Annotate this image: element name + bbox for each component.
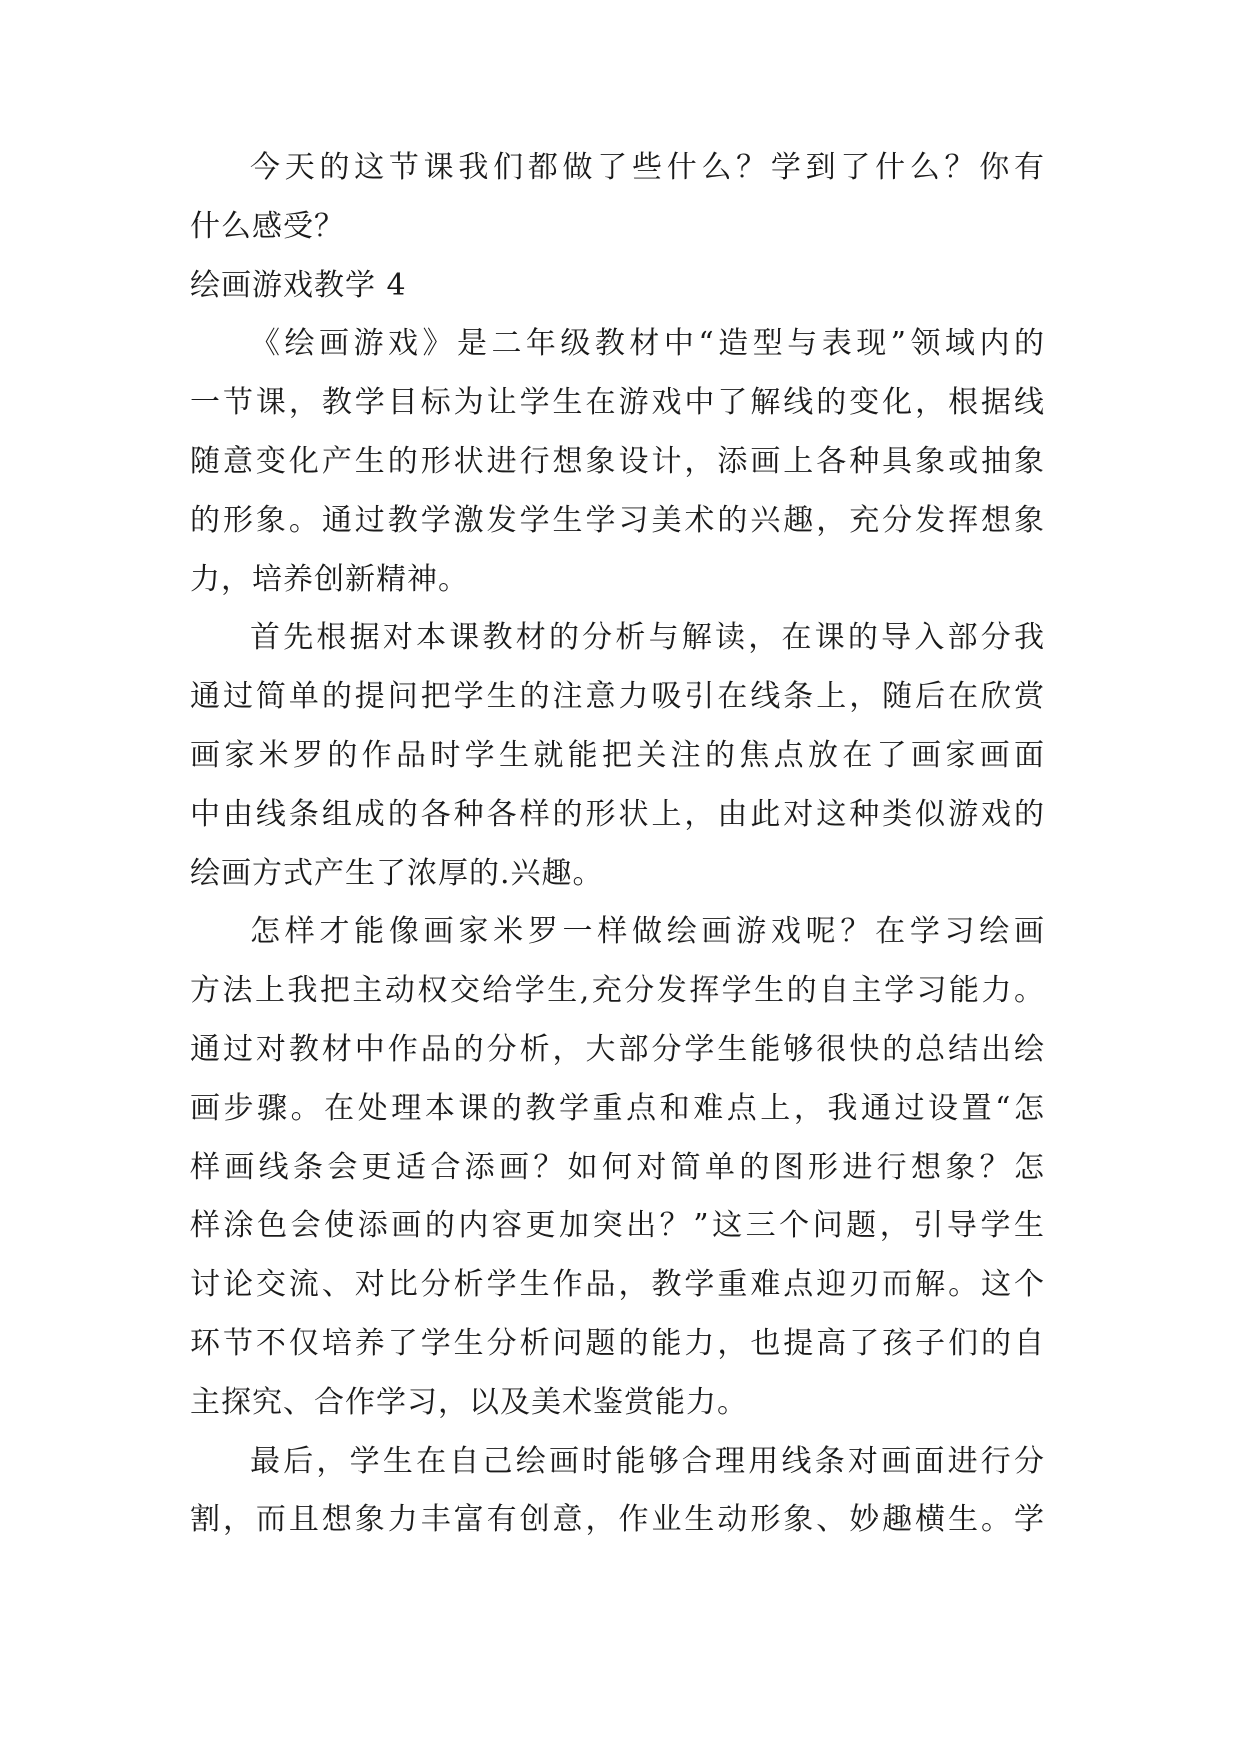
text-line: 通过简单的提问把学生的注意力吸引在线条上，随后在欣赏 (190, 679, 1045, 715)
text-line: 画步骤。在处理本课的教学重点和难点上，我通过设置“怎 (190, 1090, 1045, 1126)
paragraph (190, 903, 1045, 1432)
heading-text: 绘画游戏教学 4 (190, 267, 407, 303)
text-line: 怎样才能像画家米罗一样做绘画游戏呢？在学习绘画 (250, 914, 1045, 950)
text-line: 绘画方式产生了浓厚的.兴趣。 (190, 855, 604, 891)
paragraph (190, 139, 1045, 257)
section-heading (190, 257, 1045, 316)
paragraph (190, 609, 1045, 903)
paragraph (190, 1433, 1045, 1551)
paragraph (190, 315, 1045, 609)
text-line: 的形象。通过教学激发学生学习美术的兴趣，充分发挥想象 (190, 502, 1045, 538)
document-body (190, 139, 1045, 1550)
text-line: 讨论交流、对比分析学生作品，教学重难点迎刃而解。这个 (190, 1267, 1045, 1303)
text-line: 通过对教材中作品的分析，大部分学生能够很快的总结出绘 (190, 1031, 1045, 1067)
text-line: 今天的这节课我们都做了些什么？学到了什么？你有 (250, 150, 1045, 185)
text-line: 首先根据对本课教材的分析与解读，在课的导入部分我 (250, 620, 1045, 656)
text-line: 画家米罗的作品时学生就能把关注的焦点放在了画家画面 (190, 737, 1045, 773)
text-line: 什么感受？ (190, 208, 345, 244)
text-line: 样画线条会更适合添画？如何对简单的图形进行想象？怎 (190, 1149, 1045, 1185)
text-line: 割，而且想象力丰富有创意，作业生动形象、妙趣横生。学 (190, 1502, 1045, 1538)
text-line: 随意变化产生的形状进行想象设计，添画上各种具象或抽象 (190, 443, 1045, 479)
text-line: 主探究、合作学习，以及美术鉴赏能力。 (190, 1384, 748, 1420)
text-line: 力，培养创新精神。 (190, 561, 469, 597)
text-line: 一节课，教学目标为让学生在游戏中了解线的变化，根据线 (190, 385, 1045, 421)
text-line: 样涂色会使添画的内容更加突出？”这三个问题，引导学生 (190, 1208, 1045, 1244)
text-line: 最后，学生在自己绘画时能够合理用线条对画面进行分 (250, 1443, 1045, 1479)
text-line: 中由线条组成的各种各样的形状上，由此对这种类似游戏的 (190, 796, 1045, 832)
text-line: 方法上我把主动权交给学生,充分发挥学生的自主学习能力。 (190, 973, 1045, 1009)
text-line: 环节不仅培养了学生分析问题的能力，也提高了孩子们的自 (190, 1325, 1045, 1361)
text-line: 《绘画游戏》是二年级教材中“造型与表现”领域内的 (250, 326, 1045, 362)
